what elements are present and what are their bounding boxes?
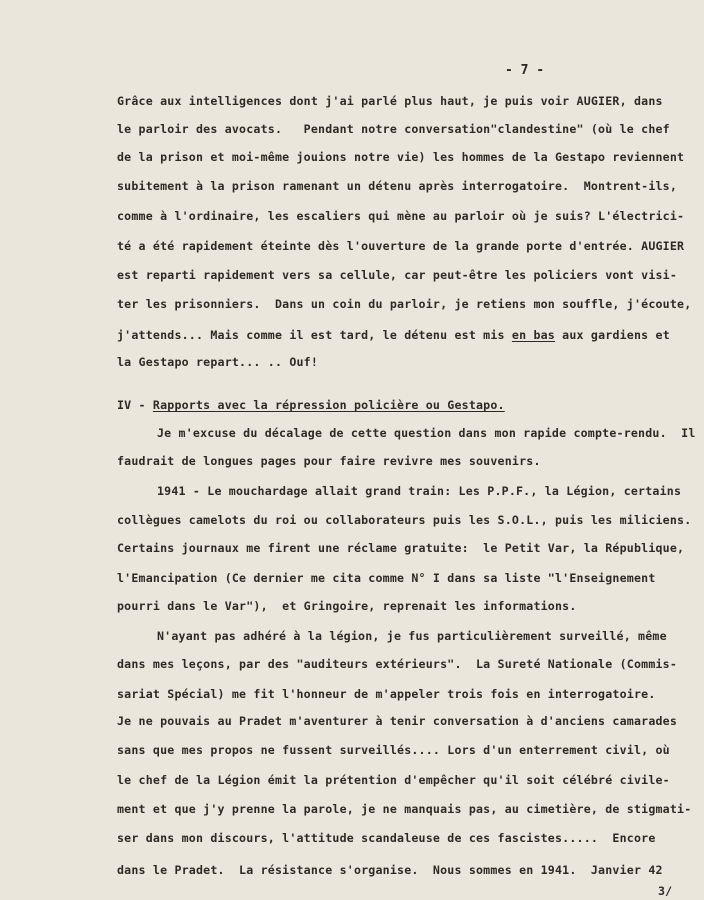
- text-line: l'Emancipation (Ce dernier me cita comme N° I dans sa liste "l'Enseignement: [117, 571, 656, 585]
- text-line: de la prison et moi-même jouions notre vie) les hommes de la Gestapo reviennent: [117, 150, 685, 164]
- underlined-text: en bas: [511, 328, 555, 342]
- text-line: sans que mes propos ne fussent surveillés.... Lors d'un enterrement civil, où: [117, 743, 670, 757]
- text-line: sariat Spécial) me fit l'honneur de m'appeler trois fois en interrogatoire.: [117, 687, 656, 701]
- text-line: Certains journaux me firent une réclame gratuite: le Petit Var, la République,: [117, 541, 685, 555]
- text-line: ser dans mon discours, l'attitude scandaleuse de ces fascistes..... Encore: [117, 831, 656, 845]
- text-line-with-underline: [117, 330, 670, 342]
- text-line: Grâce aux intelligences dont j'ai parlé plus haut, je puis voir AUGIER, dans: [117, 94, 663, 108]
- text-line: collègues camelots du roi ou collaborateurs puis les S.O.L., puis les miliciens.: [117, 513, 692, 527]
- text-line: la Gestapo repart... .. Ouf!: [117, 355, 319, 369]
- continuation-marker: 3/: [658, 884, 673, 898]
- text-segment: j'attends... Mais comme il est tard, le détenu est mis: [117, 328, 512, 342]
- text-line: ment et que j'y prenne la parole, je ne manquais pas, au cimetière, de stigmati-: [117, 802, 692, 816]
- page-number: - 7 -: [505, 63, 545, 78]
- text-line: 1941 - Le mouchardage allait grand train: Les P.P.F., la Légion, certains: [157, 484, 682, 498]
- text-line: Je ne pouvais au Pradet m'aventurer à tenir conversation à d'anciens camarades: [117, 714, 678, 728]
- text-line: est reparti rapidement vers sa cellule, car peut-être les policiers vont visi-: [117, 268, 678, 282]
- text-segment: aux gardiens et: [555, 328, 670, 342]
- text-line: té a été rapidement éteinte dès l'ouverture de la grande porte d'entrée. AUGIER: [117, 239, 685, 253]
- text-line: ter les prisonniers. Dans un coin du parloir, je retiens mon souffle, j'écoute,: [117, 297, 692, 311]
- section-title: Rapports avec la répression policière ou Gestapo.: [152, 398, 505, 412]
- text-line: dans mes leçons, par des "auditeurs extérieurs". La Sureté Nationale (Commis-: [117, 657, 678, 671]
- text-line: comme à l'ordinaire, les escaliers qui mène au parloir où je suis? L'électrici-: [117, 209, 685, 223]
- text-line: le chef de la Légion émit la prétention d'empêcher qu'il soit célébré civile-: [117, 773, 670, 787]
- text-line: dans le Pradet. La résistance s'organise. Nous sommes en 1941. Janvier 42: [117, 863, 663, 877]
- section-number: IV -: [117, 398, 153, 412]
- section-heading: [117, 400, 505, 412]
- text-line: pourri dans le Var"), et Gringoire, reprenait les informations.: [117, 599, 577, 613]
- text-line: N'ayant pas adhéré à la légion, je fus particulièrement surveillé, même: [157, 629, 667, 643]
- text-line: Je m'excuse du décalage de cette question dans mon rapide compte-rendu. Il: [157, 426, 696, 440]
- text-line: faudrait de longues pages pour faire revivre mes souvenirs.: [117, 454, 541, 468]
- text-line: subitement à la prison ramenant un détenu après interrogatoire. Montrent-ils,: [117, 179, 678, 193]
- text-line: le parloir des avocats. Pendant notre conversation"clandestine" (où le chef: [117, 122, 670, 136]
